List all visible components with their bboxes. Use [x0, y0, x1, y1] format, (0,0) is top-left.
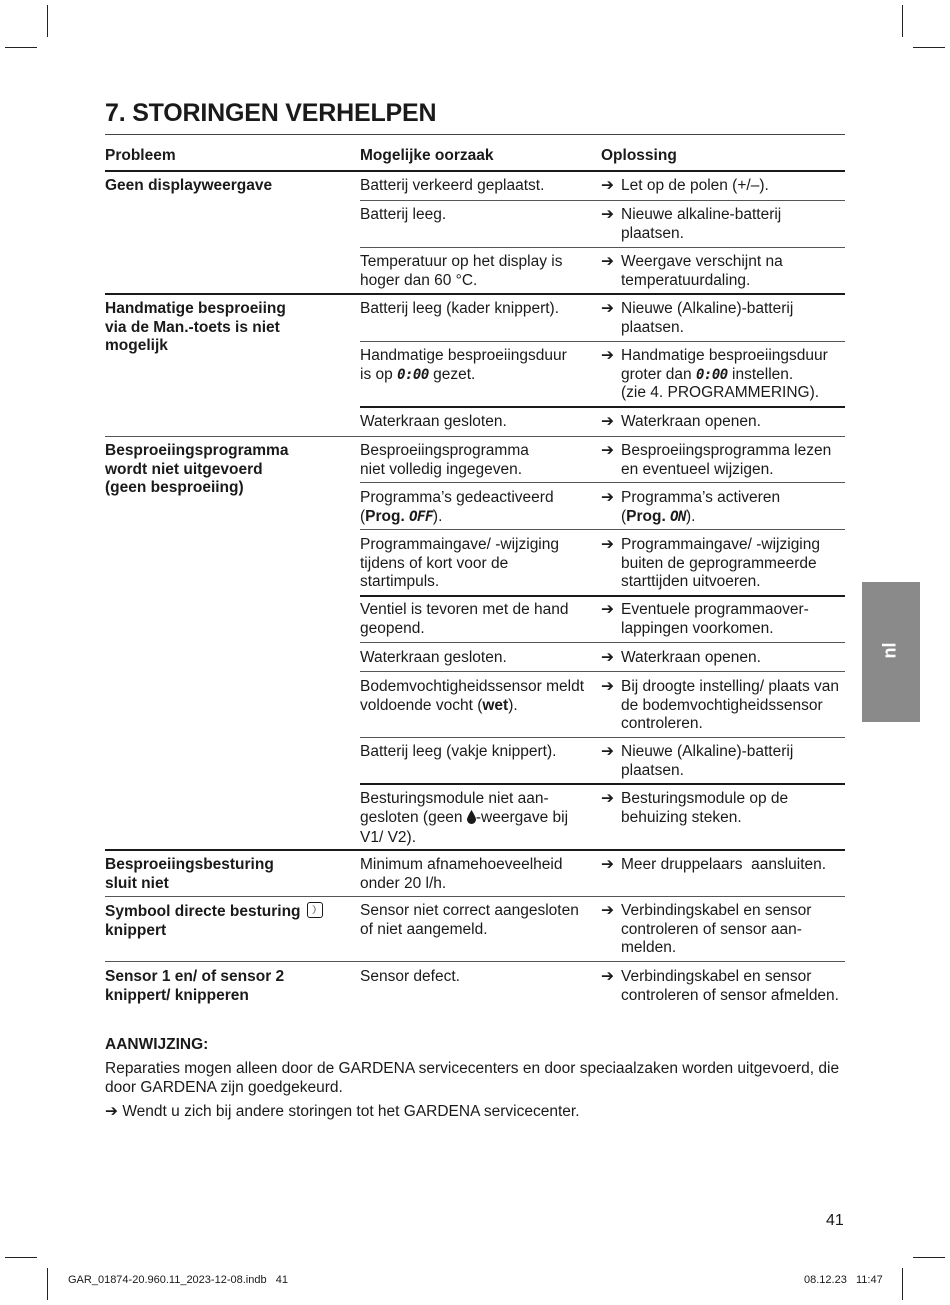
solution-line: Let op de polen (+/–).: [621, 177, 769, 194]
note-arrow-line: [105, 1102, 580, 1121]
solution-line: Handmatige besproeiingsduur: [621, 347, 828, 364]
lcd-value: 0:00: [397, 366, 429, 383]
cause-line: Temperatuur op het display is: [360, 253, 563, 270]
section-divider: [105, 293, 845, 295]
prog-label: Prog.: [365, 507, 405, 525]
cause-line: of niet aangemeld.: [360, 920, 488, 938]
note-heading: AANWIJZING:: [105, 1036, 209, 1053]
lcd-value: ON: [670, 508, 686, 525]
solution-cell: [601, 442, 831, 479]
solution-line: Nieuwe (Alkaline)-batterij: [621, 743, 794, 760]
cause-line: Sensor niet correct aangesloten: [360, 902, 579, 919]
crop-mark: [47, 5, 48, 37]
cause-cell: Batterij leeg (kader knippert).: [360, 300, 560, 317]
solution-line: Nieuwe (Alkaline)-batterij: [621, 300, 794, 317]
cause-cell: Batterij leeg.: [360, 206, 447, 223]
solution-cell: [601, 300, 793, 337]
cause-cell: [360, 536, 559, 592]
section-divider: [105, 961, 845, 962]
solution-cell: [601, 206, 781, 243]
solution-line: ).: [685, 507, 696, 525]
cause-line: (: [360, 507, 366, 525]
direct-control-icon: [307, 902, 323, 918]
solution-line: Waterkraan openen.: [621, 413, 761, 430]
cause-cell: Batterij verkeerd geplaatst.: [360, 177, 545, 194]
solution-line: (zie 4. PROGRAMMERING).: [621, 384, 820, 401]
solution-line: Waterkraan openen.: [621, 649, 761, 666]
cause-line: V1/ V2).: [360, 829, 416, 846]
row-divider: [360, 247, 845, 248]
solution-cell: [601, 856, 826, 875]
cause-line: Programma’s gedeactiveerd: [360, 489, 554, 506]
cause-line: is op: [360, 365, 393, 383]
solution-line: starttijden uitvoeren.: [621, 573, 761, 590]
cause-line: -weergave bij: [475, 808, 569, 826]
solution-line: lappingen voorkomen.: [621, 619, 774, 637]
cause-line: hoger dan 60 °C.: [360, 271, 478, 289]
solution-cell: [601, 536, 820, 592]
cause-line: startimpuls.: [360, 573, 440, 590]
row-divider: [360, 671, 845, 672]
problem-line: knippert/ knipperen: [105, 986, 249, 1004]
solution-line: instellen.: [732, 365, 794, 383]
water-drop-icon: [467, 810, 476, 830]
row-divider: [360, 341, 845, 342]
arrow-icon: ➔: [601, 743, 614, 760]
solution-line: controleren of sensor aan-: [621, 920, 802, 938]
footer-right: 08.12.23 11:47: [804, 1274, 883, 1286]
arrow-icon: ➔: [601, 253, 614, 270]
cause-line: gezet.: [433, 365, 476, 383]
cause-cell: [360, 601, 569, 638]
problem-line: Besproeiingsbesturing: [105, 856, 274, 873]
solution-line: Besturingsmodule op de: [621, 790, 789, 807]
cause-line: voldoende vocht (: [360, 696, 483, 714]
arrow-icon: ➔: [601, 678, 614, 695]
solution-cell: [601, 678, 839, 734]
arrow-icon: ➔: [601, 206, 614, 223]
footer-left: GAR_01874-20.960.11_2023-12-08.indb 41: [68, 1274, 288, 1286]
solution-line: controleren of sensor afmelden.: [621, 986, 839, 1004]
arrow-icon: ➔: [601, 856, 614, 873]
row-divider: [360, 200, 845, 201]
lcd-value: OFF: [409, 508, 433, 525]
cause-cell: [360, 253, 562, 290]
row-divider: [360, 783, 845, 785]
problem-program-not-run: [105, 442, 288, 498]
note-arrow-text: Wendt u zich bij andere storingen tot het GARDENA servicecenter.: [122, 1103, 580, 1120]
cause-cell: [360, 489, 554, 526]
header-rule: [105, 170, 845, 172]
cause-cell: [360, 902, 579, 939]
language-tab-label: nl: [879, 642, 900, 659]
solution-cell: [601, 743, 793, 780]
page-title: 7. STORINGEN VERHELPEN: [105, 99, 437, 127]
problem-line: Handmatige besproeiing: [105, 300, 286, 317]
arrow-icon: ➔: [601, 902, 614, 919]
lcd-value: 0:00: [695, 366, 728, 383]
solution-line: Programmaingave/ -wijziging: [621, 536, 820, 553]
row-divider: [360, 482, 845, 483]
cause-cell: [360, 347, 567, 384]
problem-sensor-blinking: [105, 968, 284, 1005]
row-divider: [360, 406, 845, 408]
problem-line: via de Man.-toets is niet: [105, 318, 280, 336]
header-cause: Mogelijke oorzaak: [360, 147, 494, 164]
arrow-icon: ➔: [105, 1103, 118, 1120]
crop-mark: [902, 1268, 903, 1300]
solution-cell: [601, 253, 783, 290]
problem-manual-irrigation: [105, 300, 286, 356]
solution-line: Weergave verschijnt na: [621, 253, 783, 270]
problem-symbol-blinking: [105, 902, 323, 940]
title-rule: [105, 134, 845, 135]
row-divider: [360, 595, 845, 597]
crop-mark: [47, 1268, 48, 1300]
section-divider: [105, 436, 845, 437]
wet-label: wet: [482, 696, 509, 714]
cause-line: Handmatige besproeiingsduur: [360, 347, 567, 364]
cause-cell: [360, 678, 584, 715]
cause-line: tijdens of kort voor de: [360, 554, 509, 572]
solution-line: groter dan: [621, 365, 692, 383]
crop-mark: [913, 1257, 945, 1258]
cause-line: ).: [508, 696, 518, 714]
cause-cell: Sensor defect.: [360, 968, 460, 985]
solution-line: behuizing steken.: [621, 808, 742, 826]
solution-line: melden.: [621, 939, 677, 956]
crop-mark: [902, 5, 903, 37]
solution-cell: [601, 902, 811, 958]
problem-line: Besproeiingsprogramma: [105, 442, 289, 459]
problem-line: (geen besproeiing): [105, 479, 244, 496]
cause-line: onder 20 l/h.: [360, 874, 447, 892]
prog-label: Prog.: [626, 507, 666, 525]
problem-line: sluit niet: [105, 874, 169, 892]
cause-cell: [360, 442, 529, 479]
solution-line: Nieuwe alkaline-batterij: [621, 206, 782, 223]
problem-no-display: Geen displayweergave: [105, 177, 273, 194]
crop-mark: [913, 47, 945, 48]
arrow-icon: ➔: [601, 442, 614, 459]
solution-line: plaatsen.: [621, 761, 684, 779]
cause-line: geopend.: [360, 619, 425, 637]
arrow-icon: ➔: [601, 968, 614, 985]
cause-line: Besproeiingsprogramma: [360, 442, 529, 459]
solution-line: Verbindingskabel en sensor: [621, 968, 812, 985]
solution-line: plaatsen.: [621, 224, 684, 242]
cause-line: niet volledig ingegeven.: [360, 460, 523, 478]
solution-line: Bij droogte instelling/ plaats van: [621, 678, 839, 695]
cause-line: Ventiel is tevoren met de hand: [360, 601, 569, 618]
section-divider: [105, 896, 845, 897]
solution-line: Meer druppelaars aansluiten.: [621, 856, 827, 873]
cause-cell: Batterij leeg (vakje knippert).: [360, 743, 557, 760]
solution-cell: [601, 790, 788, 827]
cause-cell: Waterkraan gesloten.: [360, 413, 507, 430]
cause-line: Minimum afnamehoeveelheid: [360, 856, 563, 873]
solution-line: Verbindingskabel en sensor: [621, 902, 812, 919]
solution-cell: [601, 489, 780, 526]
section-divider: [105, 849, 845, 851]
arrow-icon: ➔: [601, 536, 614, 553]
arrow-icon: ➔: [601, 177, 614, 194]
row-divider: [360, 529, 845, 530]
arrow-icon: ➔: [601, 300, 614, 317]
cause-cell: [360, 790, 568, 848]
arrow-icon: ➔: [601, 347, 614, 364]
arrow-icon: ➔: [601, 413, 614, 430]
solution-line: plaatsen.: [621, 318, 684, 336]
arrow-icon: ➔: [601, 489, 614, 506]
solution-line: de bodemvochtigheidssensor: [621, 696, 823, 714]
problem-line: Symbool directe besturing: [105, 903, 301, 920]
cause-cell: [360, 856, 562, 893]
problem-line: Sensor 1 en/ of sensor 2: [105, 968, 285, 985]
language-tab: [862, 582, 920, 722]
solution-cell: [601, 601, 809, 638]
note-text: Reparaties mogen alleen door de GARDENA servicecenters en door speciaalzaken worden uitgevoerd, die door GARDENA zijn goedgekeurd.: [105, 1060, 840, 1096]
solution-line: temperatuurdaling.: [621, 271, 751, 289]
solution-cell: [601, 177, 769, 196]
solution-cell: [601, 968, 839, 1005]
solution-line: Besproeiingsprogramma lezen: [621, 442, 832, 459]
solution-cell: [601, 413, 761, 432]
arrow-icon: ➔: [601, 790, 614, 807]
problem-line: mogelijk: [105, 337, 168, 354]
arrow-icon: ➔: [601, 601, 614, 618]
problem-line: knippert: [105, 921, 167, 939]
cause-line: gesloten (geen: [360, 808, 463, 826]
solution-line: buiten de geprogrammeerde: [621, 554, 817, 572]
page-number: 41: [826, 1212, 844, 1229]
solution-line: Programma’s activeren: [621, 489, 781, 506]
cause-line: Bodemvochtigheidssensor meldt: [360, 678, 585, 695]
solution-line: Eventuele programmaover-: [621, 601, 809, 618]
cause-line: Programmaingave/ -wijziging: [360, 536, 559, 553]
problem-control-not-closing: [105, 856, 274, 893]
solution-line: controleren.: [621, 715, 703, 732]
solution-cell: [601, 649, 761, 668]
arrow-icon: ➔: [601, 649, 614, 666]
solution-line: (: [621, 507, 627, 525]
cause-line: Besturingsmodule niet aan-: [360, 790, 549, 807]
problem-line: wordt niet uitgevoerd: [105, 460, 263, 478]
solution-cell: [601, 347, 828, 403]
crop-mark: [5, 47, 37, 48]
row-divider: [360, 737, 845, 738]
row-divider: [360, 642, 845, 643]
header-problem: Probleem: [105, 147, 176, 164]
crop-mark: [5, 1257, 37, 1258]
header-solution: Oplossing: [601, 147, 677, 164]
solution-line: en eventueel wijzigen.: [621, 460, 774, 478]
cause-cell: Waterkraan gesloten.: [360, 649, 507, 666]
cause-line: ).: [432, 507, 443, 525]
